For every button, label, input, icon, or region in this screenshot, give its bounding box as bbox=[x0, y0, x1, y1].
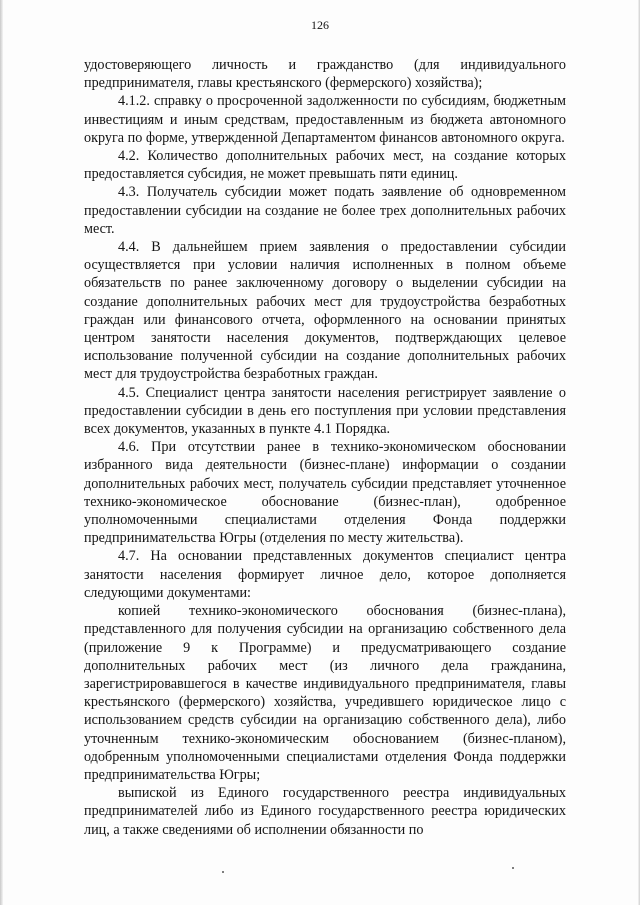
paragraph-4-5: 4.5. Специалист центра занятости населения регистрирует заявление о предоставлении субсидии в день его поступления при условии представления всех документов, указанных в пункте 4.1 Порядка. bbox=[84, 384, 566, 438]
scan-speck bbox=[512, 867, 514, 869]
paragraph-list-item-extract: выпиской из Единого государственного реестра индивидуальных предпринимателей либо из Единого государственного реестра юридических лиц, а также сведениями об исполнении обязанности по bbox=[84, 785, 566, 838]
paragraph-4-2: 4.2. Количество дополнительных рабочих мест, на создание которых предоставляется субсидия, не может превышать пяти единиц. bbox=[84, 148, 566, 183]
paragraph-list-item-copy: копией технико-экономического обоснования (бизнес-плана), представленного для получения субсидии на организацию собственного дела (приложение 9 к Программе) и предусматривающего создание дополнительных рабочих мест (из личного дела гражданина, зарегистрировавшегося в качестве индивидуального предпринимателя, главы крестьянского (фермерского) хозяйства, учредившего юридическое лицо с использованием средств субсидии на организацию собственного дела), либо уточненным технико-экономическим обоснованием (бизнес-планом), одобренным уполномоченными специалистами отделения Фонда поддержки предпринимательства Югры; bbox=[84, 603, 566, 783]
paragraph-4-7: 4.7. На основании представленных документов специалист центра занятости населения формирует личное дело, которое дополняется следующими документами: bbox=[84, 548, 566, 601]
page-number: 126 bbox=[311, 18, 329, 32]
paragraph-4-1-2: 4.1.2. справку о просроченной задолженности по субсидиям, бюджетным инвестициям и иным средствам, предоставленным из бюджета автономного округа по форме, утвержденной Департаментом финансов автономного округа. bbox=[84, 93, 566, 146]
document-body bbox=[84, 56, 566, 839]
paragraph-continuation: удостоверяющего личность и гражданство (для индивидуального предпринимателя, главы крестьянского (фермерского) хозяйства); bbox=[84, 57, 566, 92]
paragraph-4-6: 4.6. При отсутствии ранее в технико-экономическом обосновании избранного вида деятельности (бизнес-плане) информации о создании дополнительных рабочих мест, получатель субсидии представляет уточненное технико-экономическое обоснование (бизнес-план), одобренное уполномоченными специалистами отделения Фонда поддержки предпринимательства Югры (отделения по месту жительства). bbox=[84, 439, 566, 547]
scan-speck bbox=[222, 871, 224, 873]
scan-edge-left bbox=[0, 0, 3, 905]
paragraph-4-3: 4.3. Получатель субсидии может подать заявление об одновременном предоставлении субсидии на создание не более трех дополнительных рабочих мест. bbox=[84, 184, 566, 237]
paragraph-4-4: 4.4. В дальнейшем прием заявления о предоставлении субсидии осуществляется при условии наличия исполненных в полном объеме обязательств по ранее заключенному договору о выделении субсидии на создание дополнительных рабочих мест для трудоустройства безработных граждан или финансового отчета, оформленного на основании принятых центром занятости населения документов, подтверждающих целевое использование полученной субсидии на создание дополнительных рабочих мест для трудоустройства безработных граждан. bbox=[84, 239, 566, 383]
